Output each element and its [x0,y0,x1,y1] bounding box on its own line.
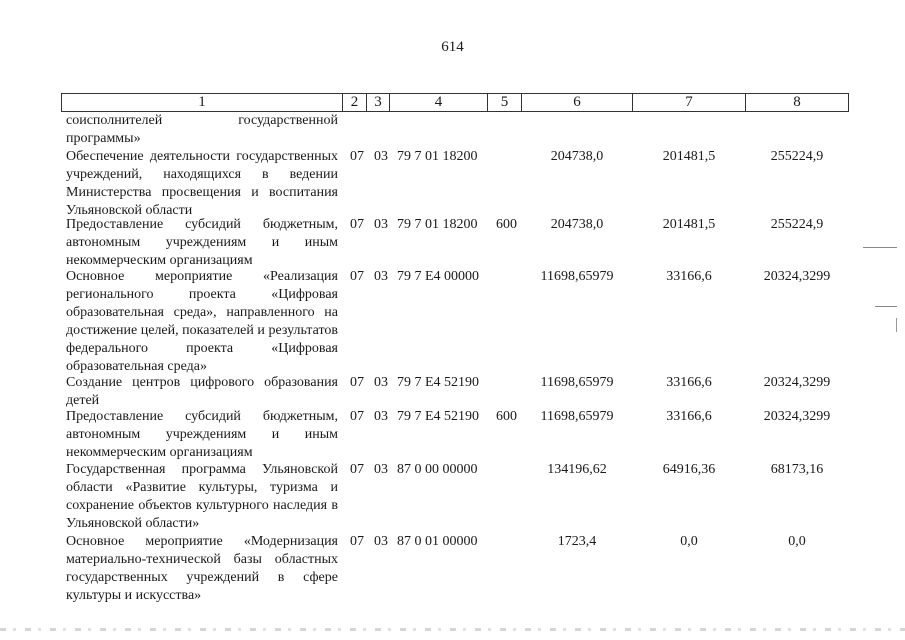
cell-amount-6: 11698,65979 [540,409,614,424]
header-col-6: 6 [522,94,633,111]
cell-amount-6: 11698,65979 [540,375,614,390]
cell-amount-7: 201481,5 [662,217,716,232]
cell-section: 07 [350,375,364,390]
cell-expense-type: 600 [496,217,517,232]
cell-amount-6: 204738,0 [550,217,604,232]
cell-target-code: 79 7 E4 52190 [397,375,480,390]
table-row [0,148,905,216]
header-col-5: 5 [488,94,522,111]
cell-subsection: 03 [374,534,388,549]
cell-target-code: 87 0 01 00000 [397,534,478,549]
table-row [0,461,905,533]
header-col-8: 8 [793,94,801,110]
cell-amount-7: 33166,6 [666,375,712,390]
cell-section: 07 [350,269,364,284]
header-col-2: 2 [343,94,367,111]
cell-target-code: 79 7 01 18200 [397,217,478,232]
cell-target-code: 87 0 00 00000 [397,462,478,477]
cell-amount-8: 68173,16 [770,462,824,477]
cell-amount-6: 204738,0 [550,149,604,164]
cell-subsection: 03 [374,375,388,390]
row-name: Основное мероприятие «Реализация регионального проекта «Цифровая образовательная среда», направленного на достижение целей, показателей и результатов федерального проекта «Цифровая образовательная среда» [66,269,338,374]
table-row [0,112,905,148]
cell-expense-type: 600 [496,409,517,424]
cell-amount-6: 1723,4 [557,534,597,549]
row-name: Государственная программа Ульяновской области «Развитие культуры, туризма и сохранение объектов культурного наследия в Ульяновской области» [66,462,338,531]
cell-target-code: 79 7 01 18200 [397,149,478,164]
cell-amount-7: 201481,5 [662,149,716,164]
cell-amount-7: 33166,6 [666,269,712,284]
header-col-4: 4 [390,94,488,111]
cell-amount-8: 255224,9 [770,217,824,232]
cell-amount-8: 255224,9 [770,149,824,164]
cell-section: 07 [350,534,364,549]
cell-amount-8: 20324,3299 [763,269,831,284]
row-name: Создание центров цифрового образования детей [66,375,338,408]
row-name: Предоставление субсидий бюджетным, автономным учреждениям и иным некоммерческим организациям [66,409,338,460]
page-number: 614 [441,39,464,55]
cell-amount-7: 0,0 [680,534,698,549]
cell-section: 07 [350,217,364,232]
header-col-3: 3 [367,94,390,111]
cell-subsection: 03 [374,217,388,232]
scan-margin-mark [863,247,897,248]
cell-section: 07 [350,149,364,164]
cell-amount-8: 20324,3299 [763,409,831,424]
row-name: Обеспечение деятельности государственных учреждений, находящихся в ведении Министерства просвещения и воспитания Ульяновской области [66,149,338,218]
cell-amount-6: 11698,65979 [540,269,614,284]
table-row [0,374,905,408]
cell-target-code: 79 7 E4 00000 [397,269,480,284]
table-row [0,216,905,268]
cell-amount-7: 33166,6 [666,409,712,424]
cell-subsection: 03 [374,409,388,424]
table-header [61,93,849,112]
table-row [0,268,905,374]
header-col-1: 1 [62,94,343,111]
row-name: соисполнителей государственной программы» [66,113,338,146]
cell-amount-6: 134196,62 [547,462,607,477]
row-name: Основное мероприятие «Модернизация материально-технической базы областных государственных учреждений в сфере культуры и искусства» [66,534,338,603]
scan-margin-mark [875,306,897,307]
cell-section: 07 [350,409,364,424]
cell-target-code: 79 7 E4 52190 [397,409,480,424]
scan-bottom-edge [0,628,905,631]
cell-subsection: 03 [374,462,388,477]
table-row [0,408,905,461]
cell-section: 07 [350,462,364,477]
table-body [0,112,905,605]
cell-subsection: 03 [374,149,388,164]
cell-amount-7: 64916,36 [662,462,716,477]
cell-subsection: 03 [374,269,388,284]
cell-amount-8: 0,0 [788,534,806,549]
table-row [0,533,905,605]
header-col-7: 7 [633,94,746,111]
cell-amount-8: 20324,3299 [763,375,831,390]
row-name: Предоставление субсидий бюджетным, автономным учреждениям и иным некоммерческим организациям [66,217,338,268]
scan-edge-tick [896,318,897,332]
